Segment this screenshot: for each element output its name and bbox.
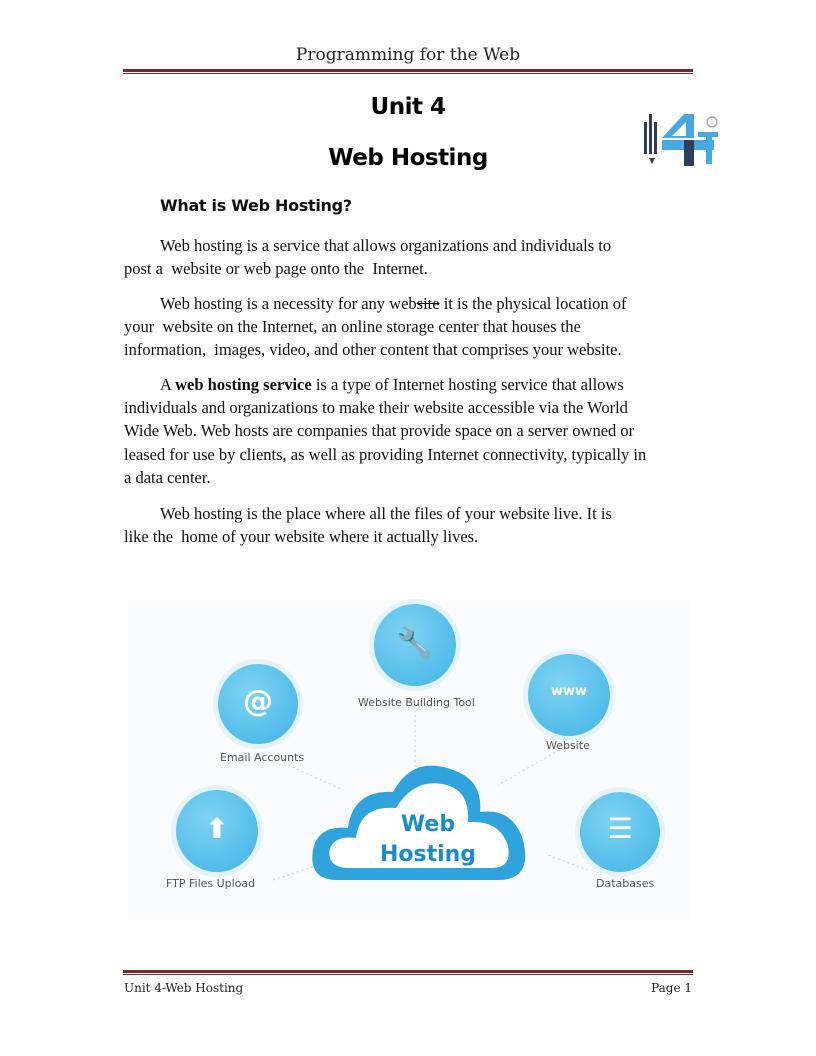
paragraph-4-line: Web hosting is the place where all the files of your website live. It is [160,504,612,523]
paragraph-3-line: a data center. [124,468,211,487]
database-icon: ☰ [580,792,660,872]
section-heading: What is Web Hosting? [160,196,352,215]
node-label: Databases [596,877,655,890]
node-label: Website Building Tool [358,696,475,709]
ftp-upload-icon: ⬆ [176,790,258,872]
paragraph-3-line: individuals and organizations to make their website accessible via the World [124,398,628,417]
running-header: Programming for the Web [295,45,521,65]
website-globe-icon [528,654,610,736]
logo-icon [640,108,732,168]
bold-term: web hosting service [175,375,312,394]
cloud-label-line2: Hosting [379,842,477,867]
paragraph-4-line: like the home of your website where it actually lives. [124,527,479,546]
footer-rule [123,970,693,975]
struck-text: site [416,294,440,313]
paragraph-2-line: your website on the Internet, an online storage center that houses the [124,317,581,336]
cloud-label-line1: Web [400,812,456,837]
text-run: is a type of Internet hosting service that allows [311,375,624,394]
text-run: A [160,375,176,394]
paragraph-2-line [160,294,627,314]
page-number: Page 1 [651,981,692,995]
paragraph-2-line: information, images, video, and other content that comprises your website. [124,340,622,359]
paragraph-3-line: leased for use by clients, as well as providing Internet connectivity, typically in [124,445,647,464]
text-run: it is the physical location of [439,294,627,313]
www-text: www [550,684,588,699]
text-run: Web hosting is a necessity for any web [160,294,417,313]
website-building-tool-icon: 🔧 [374,604,456,686]
paragraph-3-line [160,375,624,395]
footer-left: Unit 4-Web Hosting [124,981,244,995]
web-hosting-diagram [128,600,690,920]
node-label: FTP Files Upload [166,877,256,890]
paragraph-3-line: Wide Web. Web hosts are companies that provide space on a server owned or [124,421,635,440]
node-label: Website [546,739,590,752]
page-title: Web Hosting [328,145,488,171]
node-label: Email Accounts [220,751,305,764]
paragraph-1-line: Web hosting is a service that allows organizations and individuals to [160,236,612,255]
unit-title: Unit 4 [370,94,446,120]
email-icon: @ [218,664,298,744]
header-rule [123,69,693,74]
paragraph-1-line: post a website or web page onto the Internet. [124,259,428,278]
